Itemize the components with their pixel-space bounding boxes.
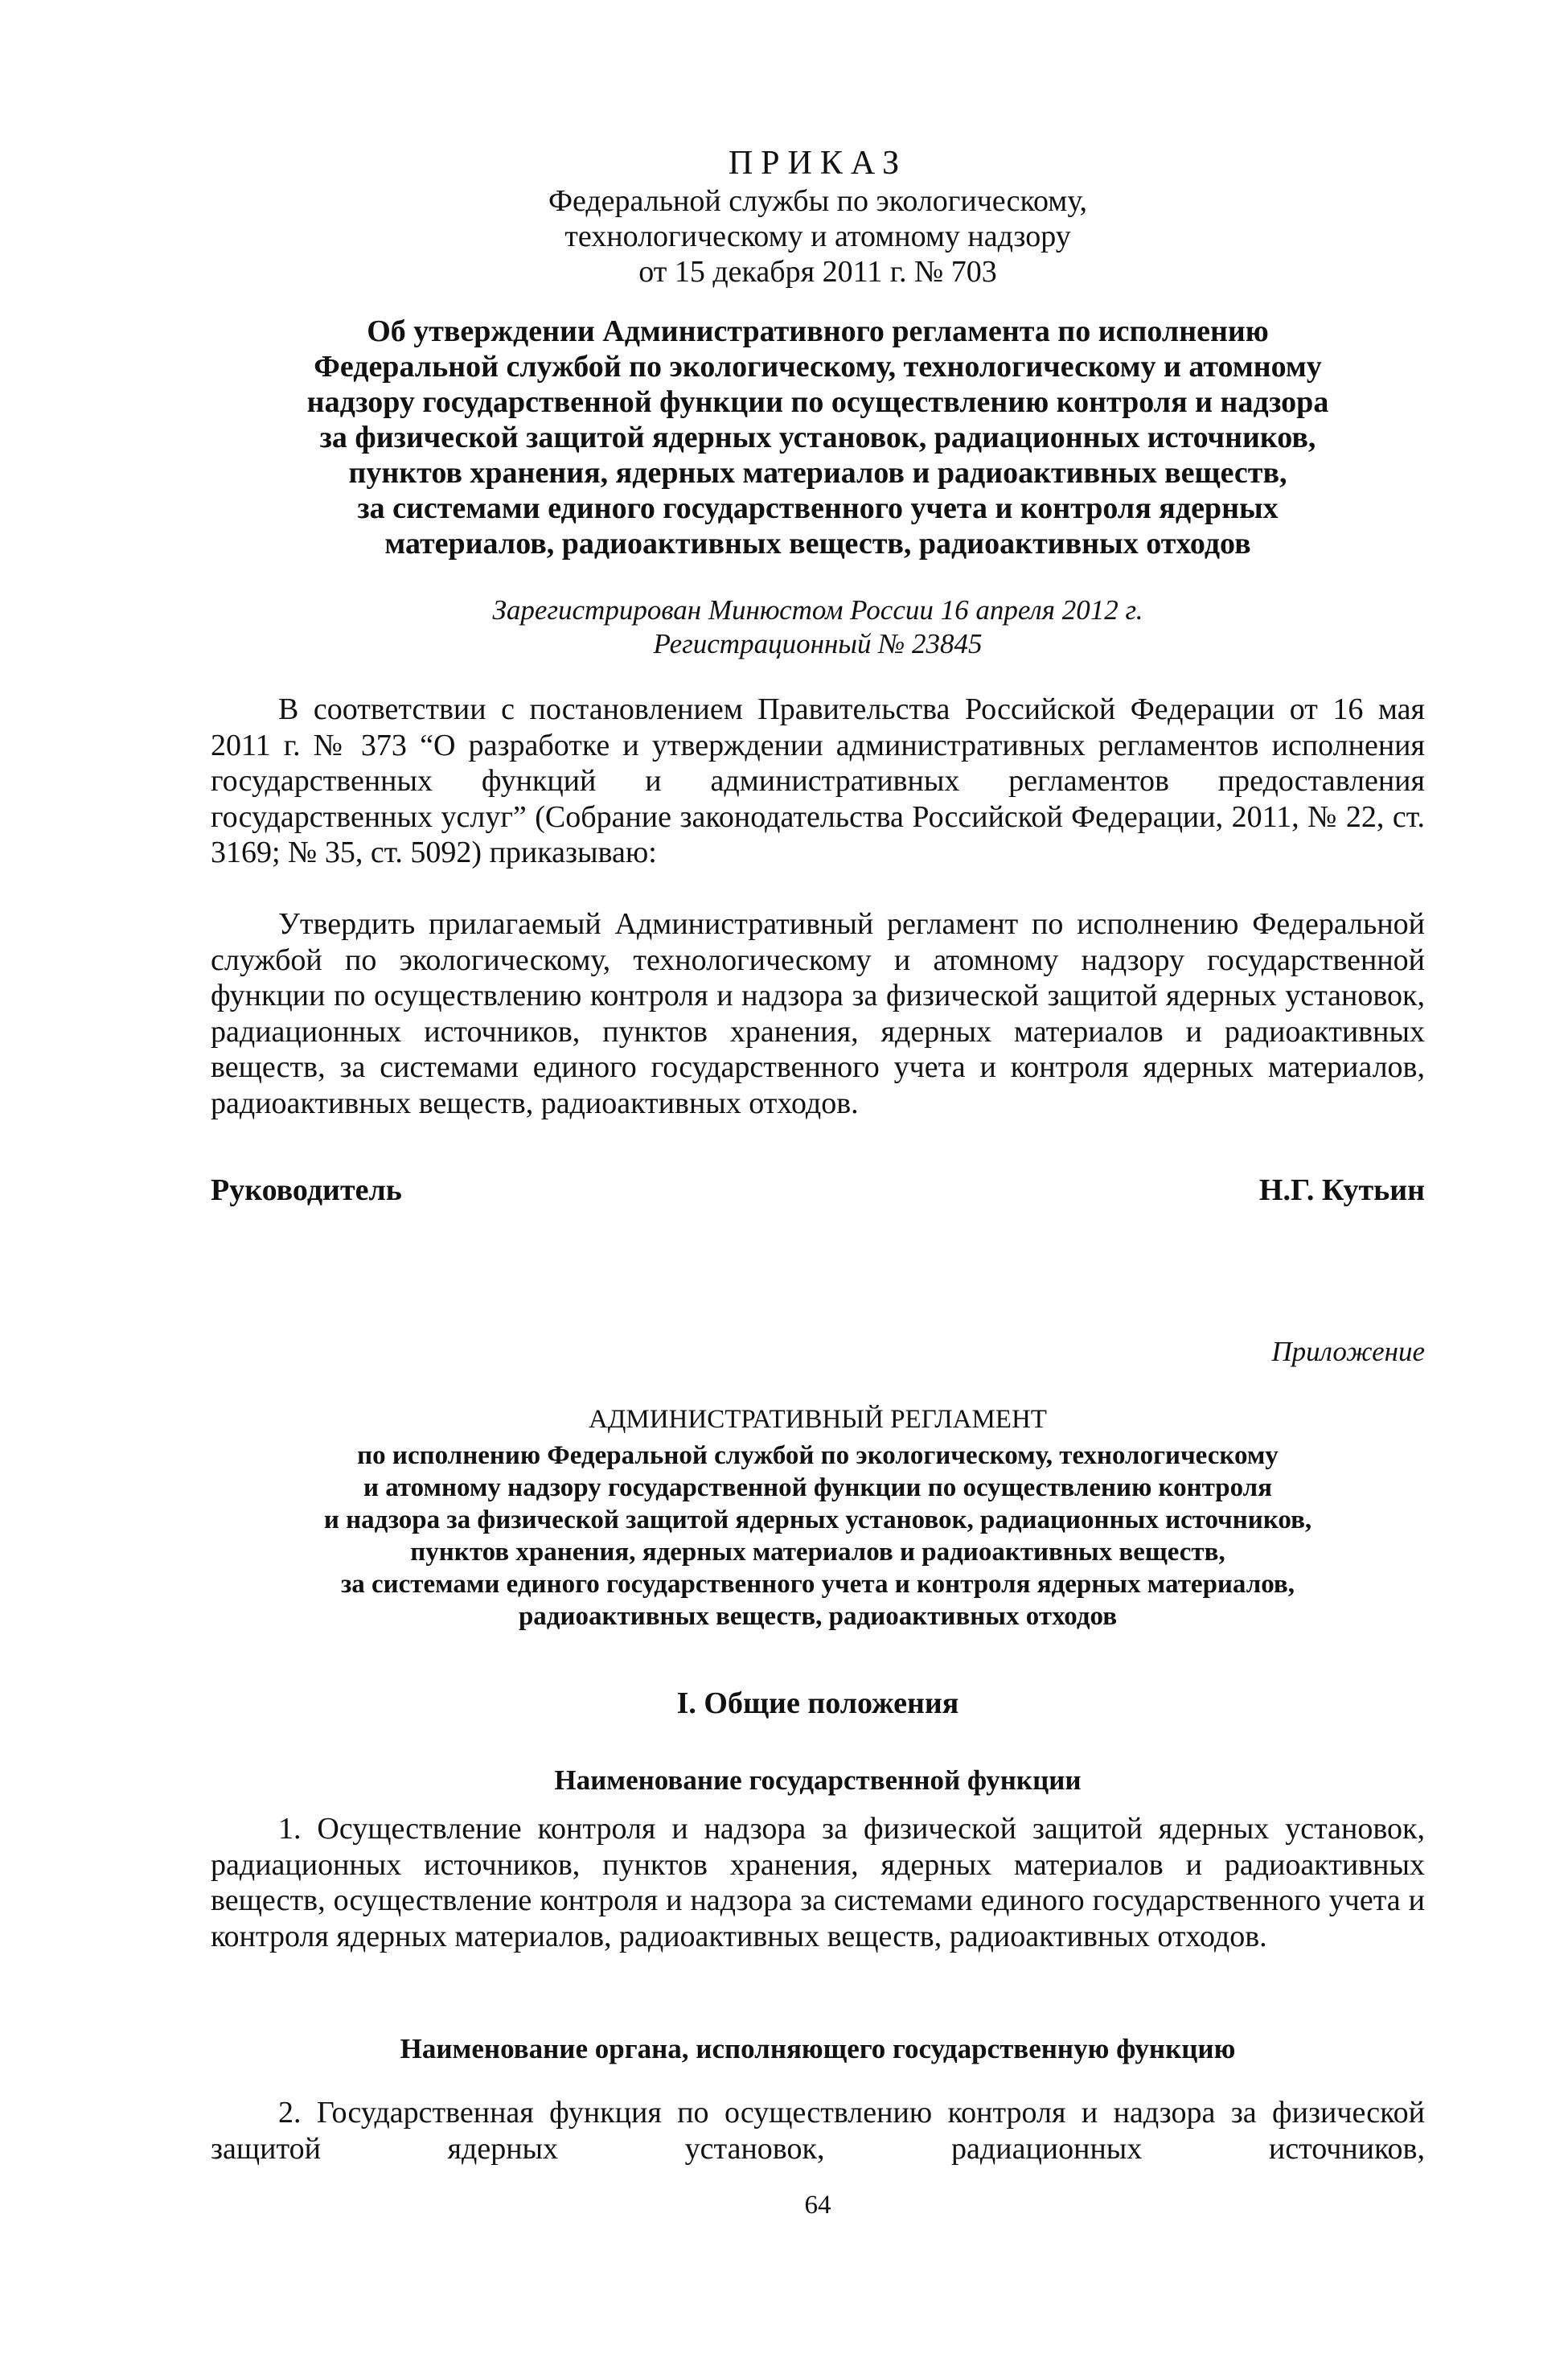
paragraph-1: 1. Осуществление контроля и надзора за физической защитой ядерных установок, радиационных источников, пунктов хранения, ядерных материалов и радиоактивных веществ, осуществление контроля и надзора за системами единого государственного учета и контроля ядерных материалов, радиоактивных веществ, радиоактивных отходов. (211, 1812, 1425, 1953)
signature-name: Н.Г. Кутьин (1258, 1173, 1425, 1207)
order-issuer-line: технологическому и атомному надзору (564, 220, 1071, 253)
regulation-title: АДМИНИСТРАТИВНЫЙ РЕГЛАМЕНТ (589, 1405, 1047, 1434)
regulation-subtitle-line: радиоактивных веществ, радиоактивных отходов (518, 1602, 1118, 1631)
order-subject-line: материалов, радиоактивных веществ, радиоактивных отходов (384, 527, 1251, 561)
appendix-label: Приложение (1271, 1336, 1425, 1367)
subheading-function-name: Наименование государственной функции (554, 1764, 1082, 1796)
order-title: ПРИКАЗ (728, 145, 908, 182)
regulation-subtitle-line: и атомному надзору государственной функции по осуществлению контроля (363, 1473, 1273, 1502)
order-subject-line: Об утверждении Административного регламента по исполнению (367, 314, 1269, 348)
order-subject-line: пунктов хранения, ядерных материалов и радиоактивных веществ, (348, 456, 1287, 490)
regulation-subtitle-line: пунктов хранения, ядерных материалов и радиоактивных веществ, (410, 1538, 1225, 1567)
preamble-paragraph: В соответствии с постановлением Правительства Российской Федерации от 16 мая 2011 г. № 373 “О разработке и утверждении административных регламентов исполнения государственных функций и административных регламентов предоставления государственных услуг” (Собрание законодательства Российской Федерации, 2011, № 22, ст. 3169; № 35, ст. 5092) приказываю: (211, 692, 1425, 869)
order-issuer-line: Федеральной службы по экологическому, (548, 184, 1088, 218)
order-subject-title (211, 314, 1425, 561)
order-subject-line: за системами единого государственного учета и контроля ядерных (357, 491, 1279, 525)
regulation-subtitle-line: за системами единого государственного учета и контроля ядерных материалов, (340, 1570, 1295, 1599)
registration-line: Зарегистрирован Минюстом России 16 апреля 2012 г. (492, 594, 1143, 626)
section-heading: I. Общие положения (676, 1686, 959, 1720)
registration-note (211, 594, 1425, 661)
registration-number: Регистрационный № 23845 (653, 628, 983, 659)
regulation-subtitle (211, 1440, 1425, 1633)
order-subject-line: Федеральной службой по экологическому, технологическому и атомному (314, 350, 1322, 384)
subheading-executing-body: Наименование органа, исполняющего государственную функцию (400, 2033, 1236, 2064)
order-subject-line: надзору государственной функции по осуществлению контроля и надзора (306, 385, 1329, 419)
approve-paragraph: Утвердить прилагаемый Административный регламент по исполнению Федеральной службой по экологическому, технологическому и атомному надзору государственной функции по осуществлению контроля и надзора за физической защитой ядерных установок, радиационных источников, пунктов хранения, ядерных материалов и радиоактивных веществ, за системами единого государственного учета и контроля ядерных материалов, радиоактивных веществ, радиоактивных отходов. (211, 907, 1425, 1120)
order-subject-line: за физической защитой ядерных установок, радиационных источников, (319, 421, 1316, 454)
regulation-subtitle-line: и надзора за физической защитой ядерных установок, радиационных источников, (323, 1505, 1312, 1534)
order-issuer (211, 183, 1425, 290)
order-date-number: от 15 декабря 2011 г. № 703 (638, 255, 997, 289)
signature-role: Руководитель (211, 1173, 402, 1207)
page-number: 64 (804, 2191, 831, 2220)
paragraph-2: 2. Государственная функция по осуществлению контроля и надзора за физической защитой ядерных установок, радиационных источников, (211, 2096, 1425, 2166)
regulation-subtitle-line: по исполнению Федеральной службой по экологическому, технологическому (357, 1441, 1279, 1470)
